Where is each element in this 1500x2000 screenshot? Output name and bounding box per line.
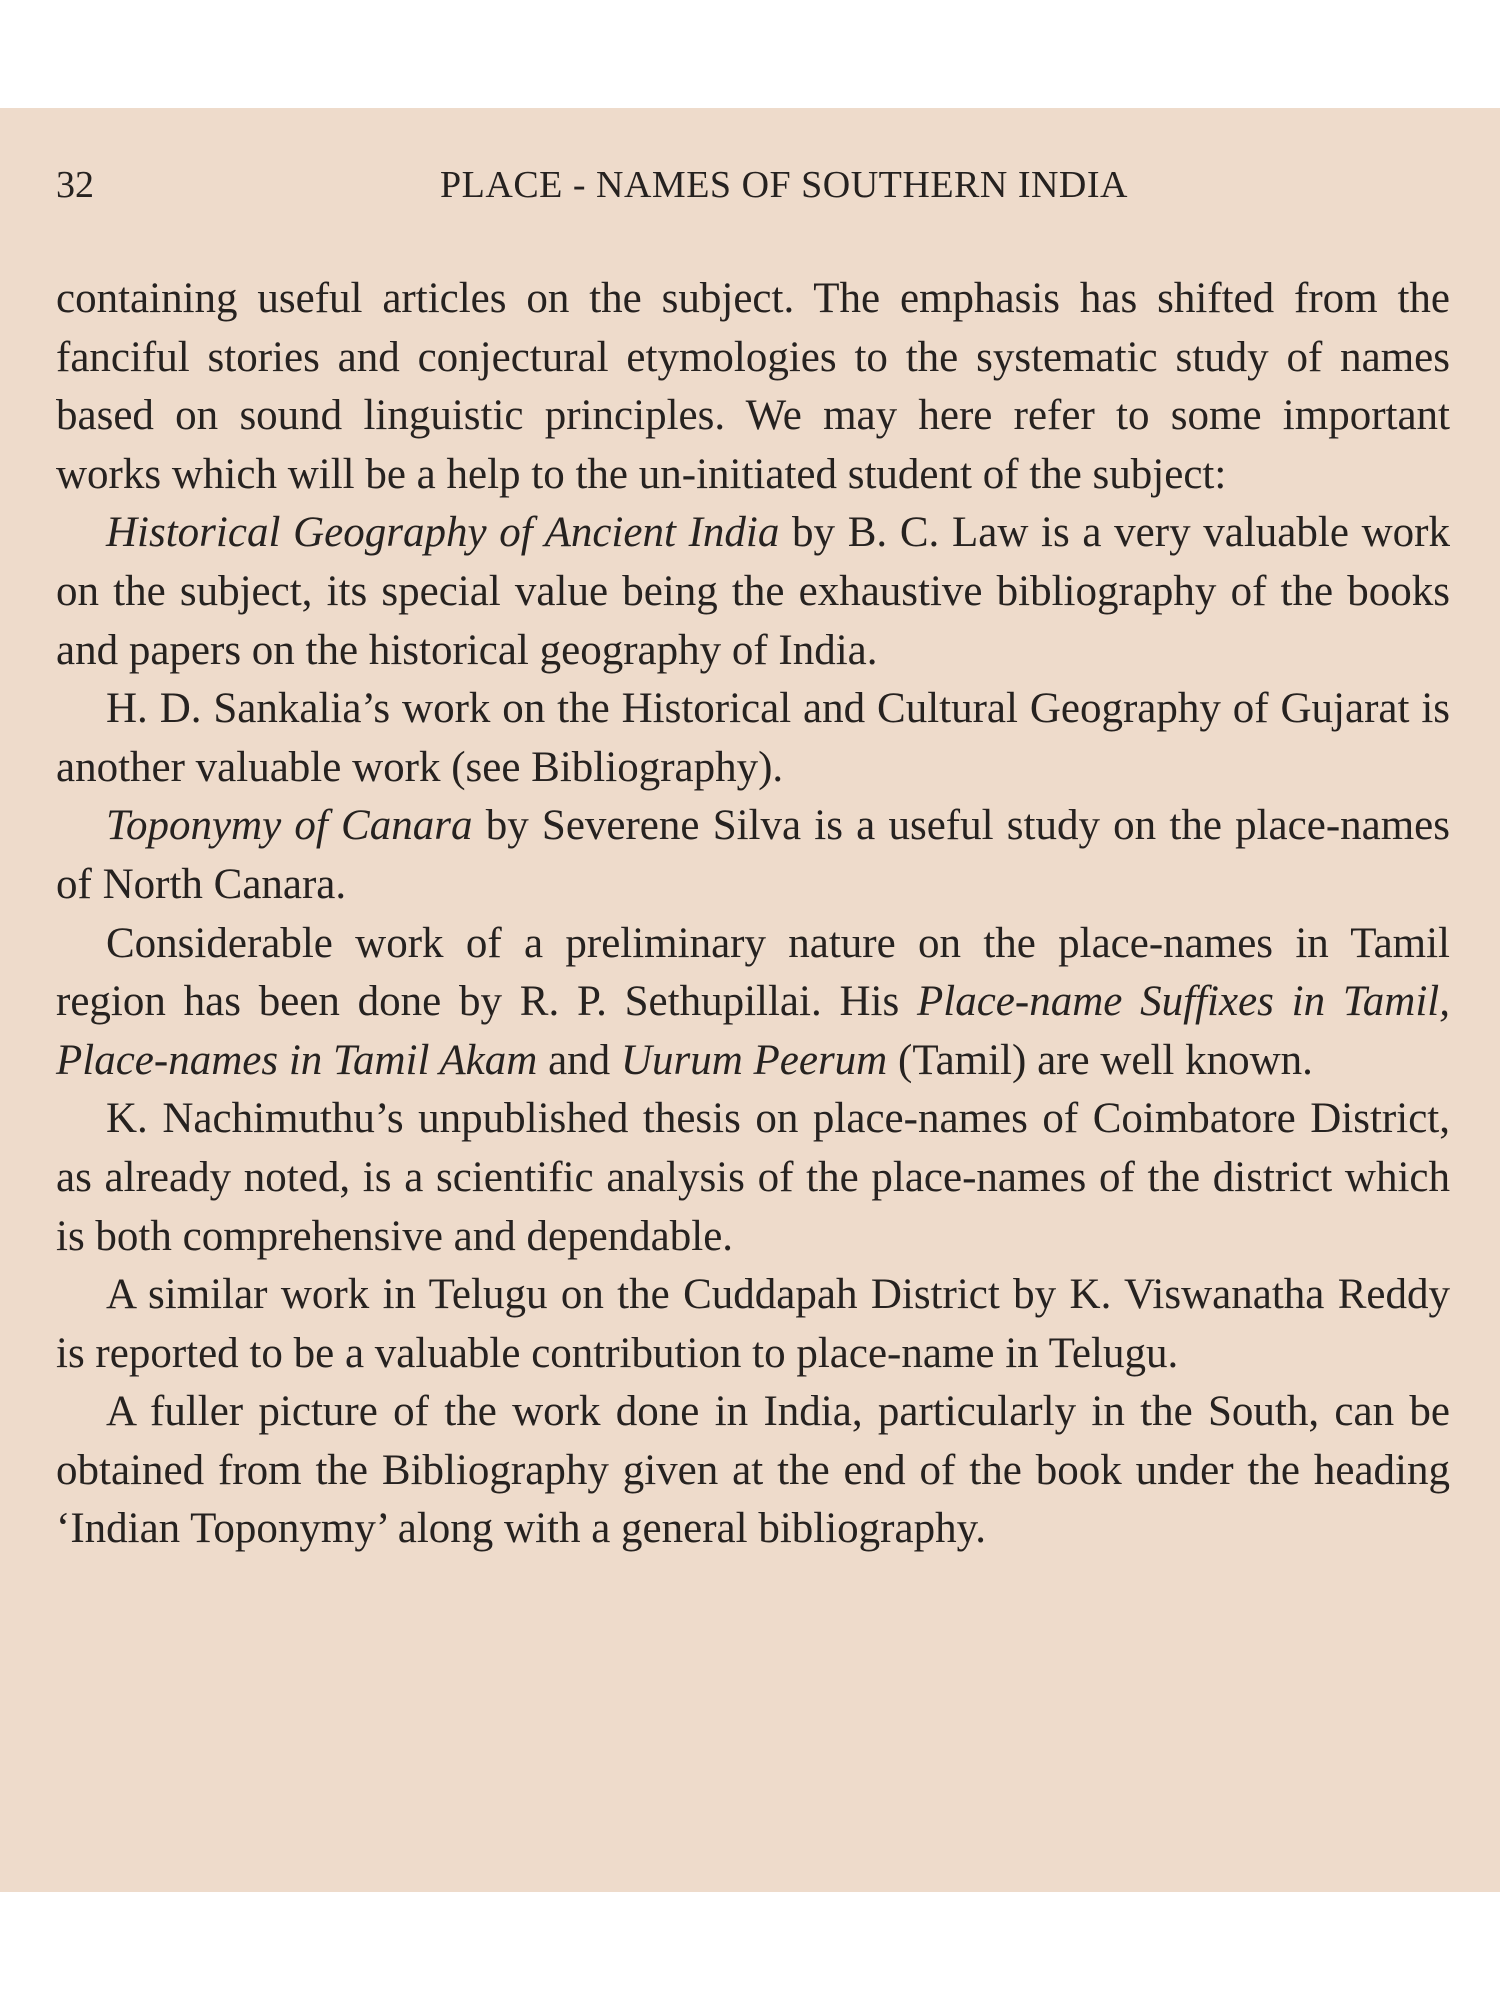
body-text xyxy=(56,270,1450,1559)
running-title: PLACE - NAMES OF SOUTHERN INDIA xyxy=(440,164,1128,206)
book-title-historical-geography: Historical Geography of Ancient India xyxy=(106,509,780,557)
running-head xyxy=(56,160,1452,210)
paragraph-5-text-a: Considerable work of a preliminary nature on the place-names in Tamil region has been done by R. P. Sethupillai. His xyxy=(56,919,1450,1026)
book-title-toponymy-of-canara: Toponymy of Canara xyxy=(106,802,473,850)
book-title-place-name-suffixes: Place-name Suffixes in Tamil, Place-names in Tamil Akam xyxy=(56,978,1451,1084)
paragraph-4 xyxy=(56,797,1450,914)
paragraph-5-text-b: and xyxy=(537,1036,621,1084)
page-number: 32 xyxy=(56,164,94,206)
paragraph-7: A similar work in Telugu on the Cuddapah District by K. Viswanatha Reddy is reported to be a valuable contribution to place-name in Telugu. xyxy=(56,1271,1450,1377)
paragraph-2-text: by B. C. Law is a very valuable work on the subject, its special value being the exhaustive bibliography of the books and papers on the historical geography of India. xyxy=(56,509,1450,674)
paragraph-4-text: by Severene Silva is a useful study on the place-names of North Canara. xyxy=(56,802,1450,908)
paragraph-8: A fuller picture of the work done in India, particularly in the South, can be obtained from the Bibliography given at the end of the book under the heading ‘Indian Toponymy’ along with a general bibliography. xyxy=(56,1388,1450,1553)
paragraph-3: H. D. Sankalia’s work on the Historical and Cultural Geography of Gujarat is another valuable work (see Bibliography). xyxy=(56,685,1450,791)
paragraph-2 xyxy=(56,504,1450,680)
paragraph-1: containing useful articles on the subject. The emphasis has shifted from the fanciful stories and conjectural etymologies to the systematic study of names based on sound linguistic principles. We may here refer to some important works which will be a help to the un-initiated student of the subject: xyxy=(56,275,1450,498)
book-page xyxy=(0,108,1500,1892)
paragraph-5 xyxy=(56,915,1450,1091)
book-title-uurum-peerum: Uurum Peerum xyxy=(620,1036,888,1084)
paragraph-6: K. Nachimuthu’s unpublished thesis on place-names of Coimbatore District, as already noted, is a scientific analysis of the place-names of the district which is both comprehensive and dependable. xyxy=(56,1095,1450,1260)
paragraph-5-text-c: (Tamil) are well known. xyxy=(887,1036,1313,1084)
